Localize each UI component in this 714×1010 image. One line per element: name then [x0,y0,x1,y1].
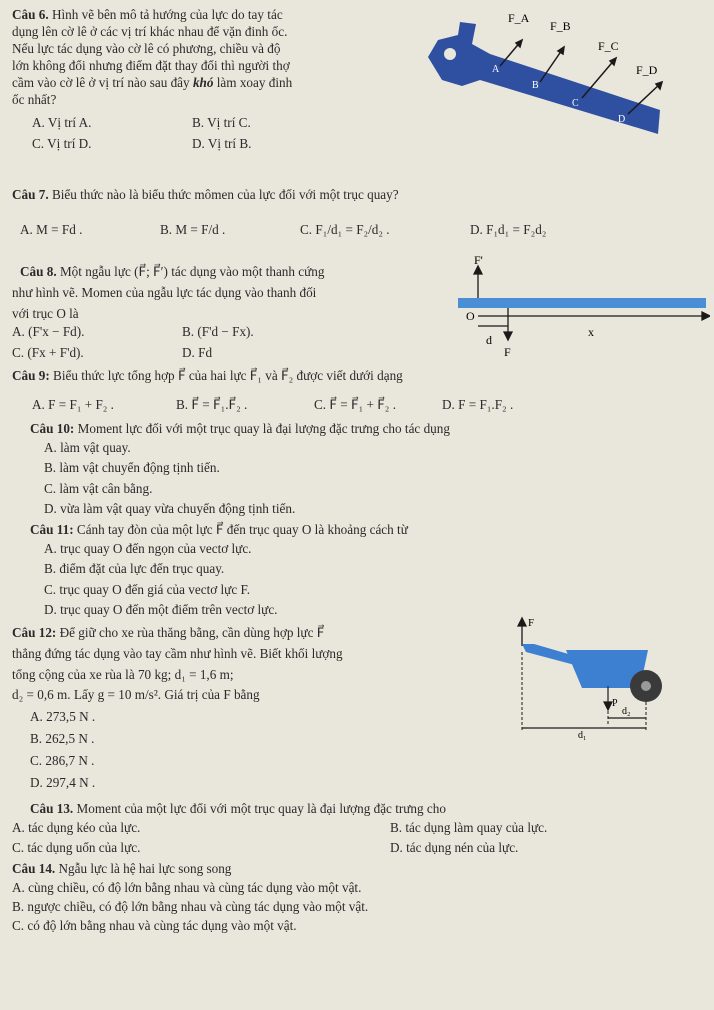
q13-option-a[interactable]: A. tác dụng kéo của lực. [12,820,141,835]
q9-option-c[interactable]: C. F⃗ = F⃗₁ + F⃗₂ . [314,397,396,412]
q11-option-a[interactable]: A. trục quay O đến ngọn của vectơ lực. [44,541,252,556]
q10-option-a[interactable]: A. làm vật quay. [44,440,131,455]
q8-line-2: như hình vẽ. Momen của ngẫu lực tác dụng vào thanh đối [12,285,317,300]
q6-option-d[interactable]: D. Vị trí B. [192,136,252,151]
q14-option-c[interactable]: C. có độ lớn bằng nhau và cùng tác dụng vào một vật. [12,918,297,933]
nut-hole [444,48,456,60]
q10-option-c[interactable]: C. làm vật cân bằng. [44,481,153,496]
q13-option-b[interactable]: B. tác dụng làm quay của lực. [390,820,548,835]
q13-stem: Câu 13. Moment của một lực đối với một trục quay là đại lượng đặc trưng cho [30,801,446,816]
q7-option-d[interactable]: D. F₁d₁ = F₂d₂ [470,222,547,237]
q7-option-c[interactable]: C. F₁/d₁ = F₂/d₂ . [300,222,390,237]
label-d: D [618,114,626,125]
q6-wrench-figure [420,2,710,142]
q12-option-b[interactable]: B. 262,5 N . [30,731,95,746]
label-c: C [572,98,579,109]
q12-line-4: d₂ = 0,6 m. Lấy g = 10 m/s². Giá trị của F bằng [12,687,260,702]
label-f: F [528,617,535,629]
wheel-hub [641,681,651,691]
q7-option-b[interactable]: B. M = F/d . [160,222,226,237]
q6-line-6: ốc nhất? [12,92,57,107]
q8-line-3: với trục O là [12,306,79,321]
q14-option-a[interactable]: A. cùng chiều, có độ lớn bằng nhau và cùng tác dụng vào một vật. [12,880,362,895]
q10-stem: Câu 10: Moment lực đối với một trục quay là đại lượng đặc trưng cho tác dụng [30,421,450,436]
q12-wheelbarrow-figure [508,614,678,744]
q8-option-b[interactable]: B. (F'd − Fx). [182,324,254,339]
label-fa: F_A [508,11,530,25]
label-o: O [466,309,475,323]
q11-option-d[interactable]: D. trục quay O đến một điểm trên vectơ lực. [44,602,278,617]
q6-option-c[interactable]: C. Vị trí D. [32,136,92,151]
q8-couple-figure [448,250,710,360]
label-b: B [532,80,539,91]
label-f-prime: F' [474,253,483,267]
q7-stem: Câu 7. Biểu thức nào là biểu thức mômen của lực đối với một trục quay? [12,187,399,202]
q12-option-a[interactable]: A. 273,5 N . [30,709,96,724]
q6-option-a[interactable]: A. Vị trí A. [32,115,92,130]
q9-stem: Câu 9: Biểu thức lực tổng hợp F⃗ của hai lực F⃗₁ và F⃗₂ được viết dưới dạng [12,368,403,383]
label-x: x [588,325,594,339]
q11-stem: Câu 11: Cánh tay đòn của một lực F⃗ đến trục quay O là khoảng cách từ [30,522,408,537]
q6-line-1: Câu 6. Hình vẽ bên mô tả hướng của lực do tay tác [12,7,283,22]
q8-line-1: Câu 8. Một ngẫu lực (F⃗; F⃗′) tác dụng vào một thanh cứng [20,264,325,279]
label-d: d [486,333,492,347]
label-fd: F_D [636,63,658,77]
q6-line-5: cầm vào cờ lê ở vị trí nào sau đây khó làm xoay đinh [12,75,293,90]
q12-line-3: tổng cộng của xe rùa là 70 kg; d₁ = 1,6 m; [12,667,234,682]
q13-option-d[interactable]: D. tác dụng nén của lực. [390,840,519,855]
q10-option-b[interactable]: B. làm vật chuyển động tịnh tiến. [44,460,220,475]
q12-option-d[interactable]: D. 297,4 N . [30,775,96,790]
q12-option-c[interactable]: C. 286,7 N . [30,753,95,768]
q9-option-d[interactable]: D. F = F₁.F₂ . [442,397,514,412]
q8-option-a[interactable]: A. (F'x − Fd). [12,324,85,339]
q11-option-b[interactable]: B. điểm đặt của lực đến trục quay. [44,561,225,576]
label-d2: d₂ [622,706,631,717]
q14-option-b[interactable]: B. ngược chiều, có độ lớn bằng nhau và cùng tác dụng vào một vật. [12,899,369,914]
q6-line-2: dụng lên cờ lê ở các vị trí khác nhau để vặn đinh ốc. [12,24,288,39]
q7-option-a[interactable]: A. M = Fd . [20,222,83,237]
label-f: F [504,345,511,359]
q6-option-b[interactable]: B. Vị trí C. [192,115,251,130]
q6-line-4: lớn không đổi nhưng điểm đặt thay đổi thì người thợ [12,58,290,73]
q12-line-2: thẳng đứng tác dụng vào tay cầm như hình vẽ. Biết khối lượng [12,646,343,661]
label-d1: d₁ [578,730,587,741]
label-p: P [612,698,618,709]
q6-line-3: Nếu lực tác dụng vào cờ lê có phương, chiều và độ [12,41,281,56]
q14-stem: Câu 14. Ngẫu lực là hệ hai lực song song [12,861,232,876]
label-fc: F_C [598,39,619,53]
label-fb: F_B [550,19,571,33]
rigid-rod [458,298,706,308]
q9-option-a[interactable]: A. F = F₁ + F₂ . [32,397,114,412]
q8-option-d[interactable]: D. Fd [182,345,213,360]
label-a: A [492,64,500,75]
q13-option-c[interactable]: C. tác dụng uốn của lực. [12,840,141,855]
q9-option-b[interactable]: B. F⃗ = F⃗₁.F⃗₂ . [176,397,248,412]
q8-option-c[interactable]: C. (Fx + F'd). [12,345,84,360]
q11-option-c[interactable]: C. trục quay O đến giá của vectơ lực F. [44,582,251,597]
q12-line-1: Câu 12: Để giữ cho xe rùa thăng bằng, cần dùng hợp lực F⃗ [12,625,325,640]
q10-option-d[interactable]: D. vừa làm vật quay vừa chuyển động tịnh tiến. [44,501,296,516]
